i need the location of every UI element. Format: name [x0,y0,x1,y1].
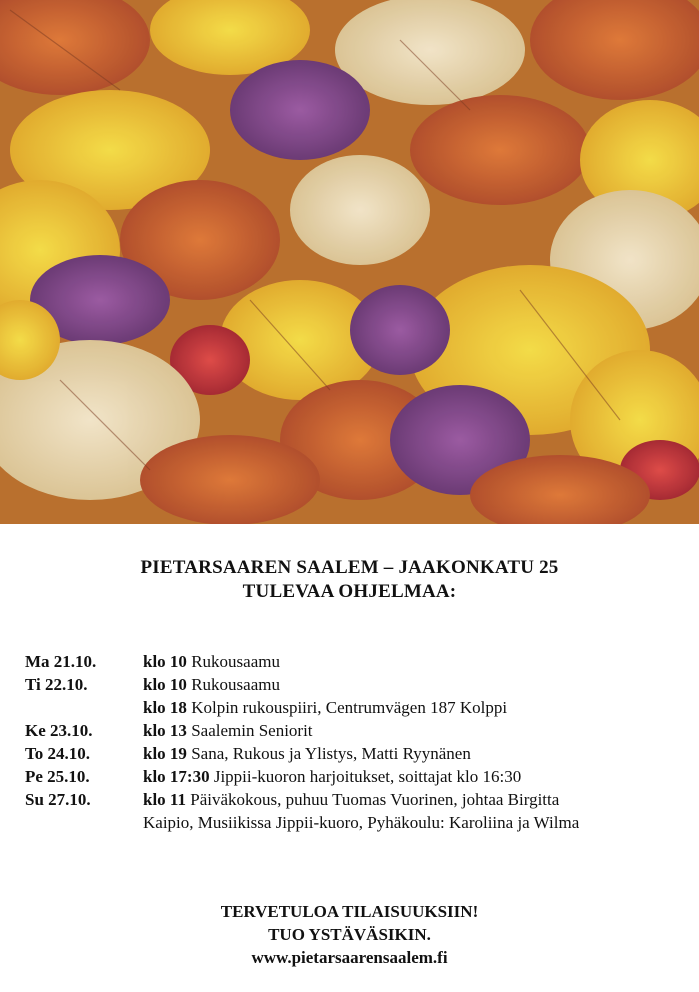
schedule-time: klo 11 [143,790,186,809]
schedule-day: Ma 21.10. [25,652,97,671]
schedule-day: Ti 22.10. [25,675,88,694]
schedule-day: To 24.10. [25,744,91,763]
schedule-day: Su 27.10. [25,790,91,809]
list-item [25,650,685,673]
schedule-description: Saalemin Seniorit [191,721,313,740]
welcome-text: TERVETULOA TILAISUUKSIIN! [220,902,479,921]
schedule-time: klo 18 [143,698,187,717]
list-item [25,696,685,719]
schedule-time: klo 19 [143,744,187,763]
schedule-description: Sana, Rukous ja Ylistys, Matti Ryynänen [191,744,471,763]
list-item [25,673,685,696]
schedule-time: klo 10 [143,675,187,694]
schedule-description: Jippii-kuoron harjoitukset, soittajat klo 16:30 [213,767,522,786]
schedule-day: Ke 23.10. [25,721,93,740]
schedule-description: Rukousaamu [191,652,280,671]
page-subtitle-program: TULEVAA OHJELMAA: [242,581,457,602]
schedule-list [25,650,685,834]
schedule-time: klo 17:30 [143,767,210,786]
list-item [25,742,685,765]
schedule-day [25,696,143,719]
website-link[interactable]: www.pietarsaarensaalem.fi [251,948,448,967]
schedule-description: Päiväkokous, puhuu Tuomas Vuorinen, johtaa Birgitta [190,790,560,809]
schedule-description: Rukousaamu [191,675,280,694]
list-item [25,788,685,811]
list-item [25,765,685,788]
schedule-day: Pe 25.10. [25,767,90,786]
page-title-venue: PIETARSAAREN SAALEM – JAAKONKATU 25 [140,557,559,578]
schedule-time: klo 13 [143,721,187,740]
invite-friends-text: TUO YSTÄVÄSIKIN. [268,925,431,944]
schedule-continuation: Kaipio, Musiikissa Jippii-kuoro, Pyhäkoulu: Karoliina ja Wilma [143,813,580,832]
list-item [25,719,685,742]
schedule-description: Kolpin rukouspiiri, Centrumvägen 187 Kolppi [191,698,508,717]
schedule-time: klo 10 [143,652,187,671]
